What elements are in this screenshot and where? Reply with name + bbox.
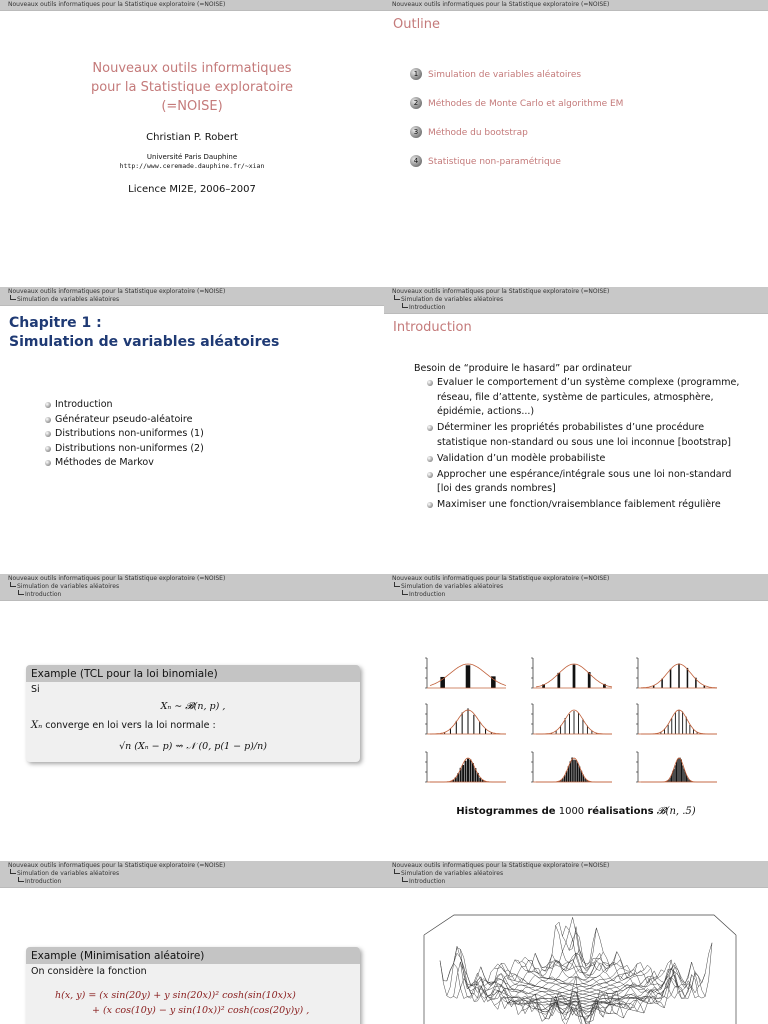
header-deck: Nouveaux outils informatiques pour la Statistique exploratoire (=NOISE) <box>8 862 226 869</box>
header-subsection: Introduction <box>8 590 376 598</box>
histogram-bar <box>679 710 680 734</box>
slide-header <box>0 574 384 601</box>
histogram-panel <box>425 704 506 734</box>
slide-header <box>0 861 384 888</box>
histogram-bar <box>473 715 474 734</box>
histogram-bar <box>573 665 576 688</box>
histogram-panel <box>425 658 506 688</box>
histogram-bar <box>682 711 683 734</box>
slide-introduction <box>384 287 768 575</box>
histogram-panel <box>531 752 612 782</box>
header-section: Simulation de variables aléatoires <box>8 869 376 877</box>
histogram-bar <box>582 719 583 734</box>
number-ball-icon: 2 <box>410 97 422 109</box>
histogram-bar <box>575 760 576 782</box>
number-ball-icon: 3 <box>410 126 422 138</box>
slide-minimisation <box>0 861 384 1024</box>
formula-binomial: Xₙ ∼ 𝓑(n, p) , <box>160 701 226 712</box>
histogram-bar <box>677 759 678 782</box>
histogram-bar <box>578 713 579 734</box>
example-box <box>26 947 360 1024</box>
slide-header <box>0 0 384 11</box>
histogram-bar <box>466 665 471 688</box>
slide-chapter <box>0 287 384 575</box>
header-deck: Nouveaux outils informatiques pour la Statistique exploratoire (=NOISE) <box>392 288 610 295</box>
outline-list <box>384 70 768 186</box>
header-subsection: Introduction <box>392 590 760 598</box>
list-item[interactable]: Introduction <box>45 398 384 413</box>
histogram-bar <box>682 765 683 782</box>
header-subsection: Introduction <box>392 877 760 885</box>
convergence-text: Xₙ converge en loi vers la loi normale : <box>31 720 216 731</box>
list-item: Approcher une espérance/intégrale sous une loi non-standard [loi des grands nombres] <box>427 468 748 497</box>
histogram-bar <box>687 668 689 688</box>
histogram-panel <box>636 704 717 734</box>
histogram-bar <box>569 714 570 734</box>
example-body: Si Xₙ ∼ 𝓑(n, p) , Xₙ converge en loi vers la loi normale : √n (Xₙ − p) ⇝ 𝒩 (0, p(1 − p)/n) <box>26 682 360 762</box>
histogram-bar <box>680 758 681 782</box>
histogram-bar <box>571 758 572 782</box>
header-subsection: Introduction <box>392 303 760 311</box>
list-item[interactable]: Méthodes de Markov <box>45 456 384 471</box>
histogram-panel <box>531 658 612 688</box>
list-item: Déterminer les propriétés probabilistes d’une procédure statistique non-standard ou sous une loi inconnue [bootstrap] <box>427 421 748 450</box>
histogram-caption: Histogrammes de 1000 réalisations 𝓑(n, .5) <box>456 806 696 817</box>
header-section: Simulation de variables aléatoires <box>392 582 760 590</box>
histogram-bar <box>462 765 464 782</box>
histogram-bar <box>676 762 677 782</box>
slide-surface <box>384 861 768 1024</box>
histogram-bar <box>479 722 480 734</box>
histogram-grid <box>384 652 768 812</box>
histogram-bar <box>668 725 669 734</box>
header-section: Simulation de variables aléatoires <box>392 295 760 303</box>
example-title: Example (TCL pour la loi binomiale) <box>26 665 360 682</box>
author-name: Christian P. Robert <box>146 132 238 143</box>
surface-mesh <box>440 917 712 1024</box>
histogram-panel <box>531 704 612 734</box>
list-item[interactable]: Générateur pseudo-aléatoire <box>45 413 384 428</box>
slide-header <box>0 287 384 306</box>
header-deck: Nouveaux outils informatiques pour la Statistique exploratoire (=NOISE) <box>8 1 226 8</box>
header-section: Simulation de variables aléatoires <box>392 869 760 877</box>
list-item[interactable]: Distributions non-uniformes (1) <box>45 427 384 442</box>
histogram-bar <box>678 664 680 689</box>
slide-header <box>384 0 768 11</box>
list-item: Validation d’un modèle probabiliste <box>427 452 748 467</box>
outline-item[interactable]: 1 Simulation de variables aléatoires <box>410 70 768 99</box>
chapter-contents <box>0 398 384 471</box>
header-deck: Nouveaux outils informatiques pour la Statistique exploratoire (=NOISE) <box>392 1 610 8</box>
histogram-bar <box>573 760 574 782</box>
histogram-bar <box>462 712 463 734</box>
histogram-bar <box>671 718 672 734</box>
number-ball-icon: 1 <box>410 68 422 80</box>
histogram-panel <box>425 752 506 782</box>
outline-item[interactable]: 2 Méthodes de Monte Carlo et algorithme EM <box>410 99 768 128</box>
list-item[interactable]: Distributions non-uniformes (2) <box>45 442 384 457</box>
outline-item[interactable]: 3 Méthode du bootstrap <box>410 128 768 157</box>
example-title: Example (Minimisation aléatoire) <box>26 947 360 964</box>
header-subsection: Introduction <box>8 877 376 885</box>
histogram-bar <box>557 673 560 688</box>
surface-plot <box>384 895 768 1024</box>
histogram-bar <box>465 761 467 782</box>
formula-normal: √n (Xₙ − p) ⇝ 𝒩 (0, p(1 − p)/n) <box>119 741 267 752</box>
header-deck: Nouveaux outils informatiques pour la Statistique exploratoire (=NOISE) <box>8 575 226 582</box>
example-box <box>26 665 360 762</box>
list-item: Maximiser une fonction/vraisemblance faiblement régulière <box>427 498 748 513</box>
intro-lead: Besoin de “produire le hasard” par ordinateur <box>414 363 632 374</box>
intro-title: Introduction <box>393 320 472 335</box>
histogram-bar <box>467 759 469 782</box>
slide-histograms <box>384 574 768 862</box>
histogram-bar <box>675 765 676 782</box>
histogram-bar <box>675 713 676 734</box>
intro-list <box>384 376 768 513</box>
histogram-bar <box>574 711 575 734</box>
histogram-bar <box>674 769 675 782</box>
function-definition: h(x, y) = (x sin(20y) + y sin(20x))² cosh(sin(10x)x) + (x cos(10y) − y sin(10x))² cosh(cos(20y)y) , <box>55 990 310 1016</box>
course-date: Licence MI2E, 2006–2007 <box>128 184 256 195</box>
histogram-panel <box>636 752 717 782</box>
number-ball-icon: 4 <box>410 155 422 167</box>
histogram-bar <box>467 708 468 734</box>
slide-outline <box>384 0 768 288</box>
slide-header <box>384 574 768 601</box>
header-deck: Nouveaux outils informatiques pour la Statistique exploratoire (=NOISE) <box>8 288 226 295</box>
histogram-bar <box>440 677 445 688</box>
outline-title: Outline <box>393 17 441 32</box>
slide-title <box>0 0 384 288</box>
histogram-bar <box>679 758 680 783</box>
histogram-bar <box>683 768 684 782</box>
institution: Université Paris Dauphine <box>146 153 238 161</box>
histogram-bar <box>689 725 690 734</box>
header-deck: Nouveaux outils informatiques pour la Statistique exploratoire (=NOISE) <box>392 575 610 582</box>
presentation-title: Nouveaux outils informatiques pour la Statistique exploratoire (=NOISE) <box>90 61 294 114</box>
histogram-bar <box>577 763 578 782</box>
header-deck: Nouveaux outils informatiques pour la Statistique exploratoire (=NOISE) <box>392 862 610 869</box>
histogram-panel <box>636 658 717 688</box>
author-url[interactable]: http://www.ceremade.dauphine.fr/~xian <box>119 162 265 170</box>
outline-item[interactable]: 4 Statistique non-paramétrique <box>410 157 768 186</box>
histogram-bar <box>670 669 672 688</box>
list-item: Evaluer le comportement d’un système complexe (programme, réseau, file d’attente, système de particules, atmosphère, épidémie, actions...) <box>427 376 748 420</box>
header-section: Simulation de variables aléatoires <box>8 582 376 590</box>
chapter-title: Chapitre 1 : Simulation de variables aléatoires <box>9 315 280 350</box>
slide-header <box>384 287 768 314</box>
slide-tcl-example <box>0 574 384 862</box>
histogram-bar <box>469 760 471 782</box>
slide-header <box>384 861 768 888</box>
example-body: On considère la fonction h(x, y) = (x sin(20y) + y sin(20x))² cosh(sin(10x)x) + (x cos(10y) − y sin(10x))² cosh(cos(20y)y) , <box>26 964 360 1024</box>
histogram-bar <box>456 721 457 734</box>
header-section: Simulation de variables aléatoires <box>8 295 376 303</box>
